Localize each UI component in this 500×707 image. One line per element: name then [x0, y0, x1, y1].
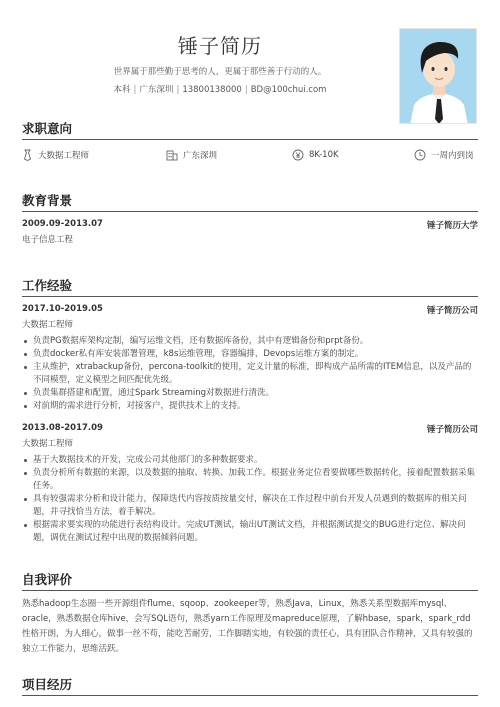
section-divider [22, 695, 478, 696]
section-divider [22, 590, 478, 591]
resume-name: 锤子简历 [178, 34, 262, 58]
email: BD@100chui.com [250, 85, 327, 95]
avatar-illustration [400, 29, 477, 124]
avatar [399, 28, 477, 124]
education-major: 电子信息工程 [22, 235, 74, 245]
clock-icon [414, 149, 426, 161]
location: 广东深圳 [139, 85, 174, 95]
section-divider [22, 139, 478, 140]
list-item: 根据需求要实现的功能进行表结构设计。完成UT测试，输出UT测试文档，并根据测试提交的BUG进行定位、解决问题，调优在测试过程中出现的数据倾斜问题。 [22, 519, 478, 545]
intent-position-value: 大数据工程师 [38, 151, 90, 161]
intent-city-value: 广东深圳 [183, 151, 218, 161]
building-icon [166, 149, 178, 161]
section-divider [22, 296, 478, 297]
intent-salary-value: 8K-10K [309, 150, 339, 160]
list-item: 具有较强需求分析和设计能力，保障迭代内容按质按量交付，解决在工作过程中前台开发人员遇到的数据库的相关问题，并寻找恰当方法，着手解决。 [22, 493, 478, 519]
section-title-project: 项目经历 [22, 677, 73, 692]
separator: | [244, 85, 248, 95]
phone: 13800138000 [182, 85, 242, 95]
intent-arrival [414, 149, 474, 161]
section-title-intent: 求职意向 [22, 121, 73, 136]
tie-icon [22, 149, 33, 161]
degree: 本科 [113, 85, 131, 95]
work-date: 2017.10-2019.05 [22, 304, 103, 314]
job-intent-row [22, 149, 478, 163]
list-item: 对前期的需求进行分析，对接客户，提供技术上的支持。 [22, 400, 478, 413]
self-evaluation-text: 熟悉hadoop生态圈一些开源组件flume、sqoop、zookeeper等，熟悉Java，Linux，熟悉关系型数据库mysql、oracle，熟悉数据仓库hive，会写SQL语句，熟悉yarn工作原理及mapreduce原理，了解hbase，spark，spark_rdd性格开朗，为人细心，做事一丝不苟，能吃苦耐劳，工作脚踏实地，有较强的责任心，具有团队合作精神，又具有较强的独立工作能力，思维活跃。 [22, 599, 473, 654]
work-bullets [22, 335, 478, 413]
list-item: 主从维护，xtrabackup备份，percona-toolkit的使用，定义计量的标准，即构成产品所需的ITEM信息，以及产品的不同模型，定义模型之间匹配优先级。 [22, 361, 478, 387]
list-item: 负责集群搭建和配置，通过Spark Streaming对数据进行清洗。 [22, 387, 478, 400]
list-item: 负责docker私有库安装部署管理，k8s运维管理，容器编排，Devops运维方案的制定。 [22, 348, 478, 361]
yen-coin-icon [292, 149, 304, 161]
section-title-education: 教育背景 [22, 193, 73, 208]
work-title: 大数据工程师 [22, 439, 74, 449]
section-title-work: 工作经验 [22, 278, 73, 293]
list-item: 负责PG数据库架构定制，编写运维文档，还有数据库备份，其中有逻辑备份和prpt备份。 [22, 335, 478, 348]
work-title: 大数据工程师 [22, 320, 74, 330]
resume-motto: 世界属于那些勤于思考的人，更属于那些善于行动的人。 [113, 67, 327, 77]
contact-line [0, 83, 440, 95]
separator: | [133, 85, 137, 95]
work-company: 锤子简历公司 [426, 425, 478, 435]
education-school: 锤子简历大学 [426, 221, 478, 231]
work-company: 锤子简历公司 [426, 306, 478, 316]
section-title-self: 自我评价 [22, 572, 73, 587]
section-divider [22, 211, 478, 212]
intent-arrival-value: 一周内到岗 [431, 151, 474, 161]
intent-salary [292, 149, 339, 161]
list-item: 负责分析所有数据的来源，以及数据的抽取、转换、加载工作。根据业务定位看要做哪些数据转化，接着配置数据采集任务。 [22, 467, 478, 493]
work-date: 2013.08-2017.09 [22, 423, 103, 433]
intent-city [166, 149, 217, 161]
intent-position [22, 149, 89, 161]
list-item: 基于大数据技术的开发，完成公司其他部门的多种数据要求。 [22, 454, 478, 467]
separator: | [176, 85, 180, 95]
education-date: 2009.09-2013.07 [22, 219, 103, 229]
work-bullets [22, 454, 478, 545]
